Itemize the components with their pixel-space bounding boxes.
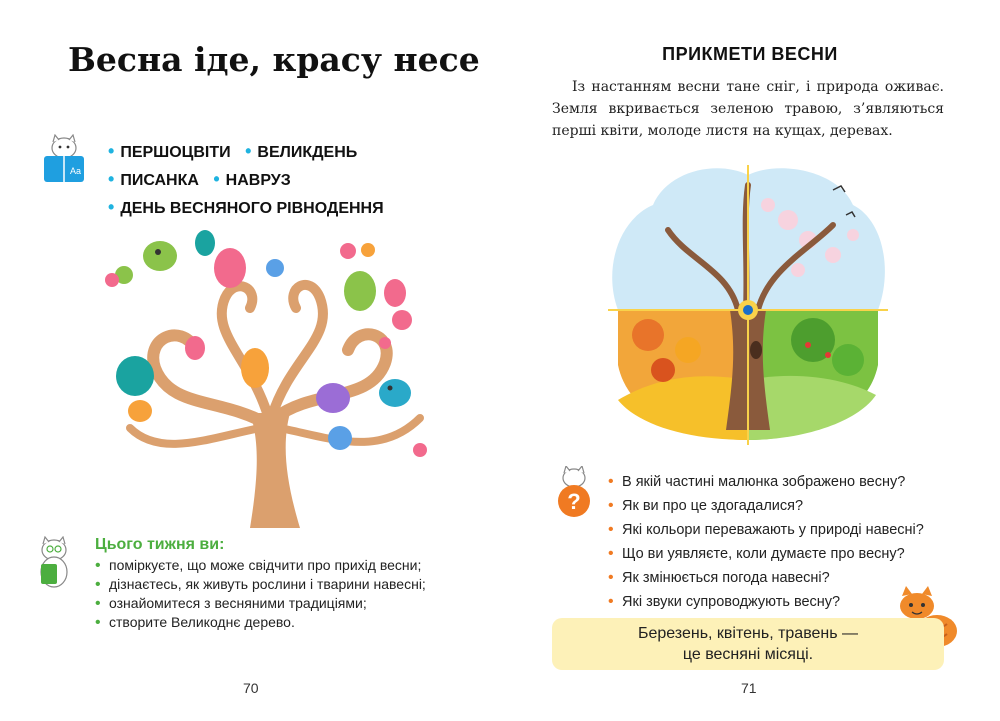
bullet: • xyxy=(108,197,115,217)
list-item: • поміркуєте, що може свідчити про прихід весни; xyxy=(95,556,448,575)
list-item: • В якій частині малюнка зображено весну? xyxy=(608,470,924,494)
question-list xyxy=(608,470,924,614)
list-item: • Як змінюється погода навесні? xyxy=(608,566,924,590)
list-item: • дізнаєтесь, як живуть рослини і тварини навесні; xyxy=(95,575,448,594)
right-page xyxy=(500,0,1000,721)
bullet: • xyxy=(108,141,115,161)
bullet: • xyxy=(108,169,115,189)
page-number: 71 xyxy=(741,680,757,696)
bullet: • xyxy=(213,169,220,189)
weekly-goals-title: Цього тижня ви: xyxy=(95,536,225,553)
list-item: • ознайомитеся з весняними традиціями; xyxy=(95,594,448,613)
book-icon-text: Aa xyxy=(70,166,82,176)
page-title: Весна іде, красу несе xyxy=(68,40,480,79)
keyword: ПИСАНКА xyxy=(120,172,199,189)
four-seasons-tree-illustration xyxy=(608,160,888,450)
list-item: • Як ви про це здогадалися? xyxy=(608,494,924,518)
keyword: ДЕНЬ ВЕСНЯНОГО РІВНОДЕННЯ xyxy=(120,200,384,217)
note-text: Березень, квітень, травень — це весняні місяці. xyxy=(637,625,859,663)
list-item: • створите Великоднє дерево. xyxy=(95,613,448,632)
list-item: • Які кольори переважають у природі навесні? xyxy=(608,518,924,542)
intro-paragraph: Із настанням весни тане сніг, і природа оживає. Земля вкривається зеленою травою, з’являються перші квіти, молоде листя на кущах, деревах. xyxy=(552,79,944,139)
section-title: ПРИКМЕТИ ВЕСНИ xyxy=(662,44,838,64)
keyword: ПЕРШОЦВІТИ xyxy=(120,144,231,161)
cat-question-icon xyxy=(550,466,598,522)
keyword-list xyxy=(108,138,384,222)
keyword: НАВРУЗ xyxy=(225,172,291,189)
cat-with-book-icon xyxy=(26,536,82,592)
reading-cat-icon xyxy=(40,134,90,186)
easter-tree-illustration xyxy=(100,228,440,528)
question-mark: ? xyxy=(567,489,581,514)
weekly-goals xyxy=(95,536,448,632)
keyword: ВЕЛИКДЕНЬ xyxy=(257,144,358,161)
info-note xyxy=(552,618,944,670)
list-item: • Що ви уявляєте, коли думаєте про весну? xyxy=(608,542,924,566)
page-number: 70 xyxy=(243,680,259,696)
list-item: • Які звуки супроводжують весну? xyxy=(608,590,924,614)
bullet: • xyxy=(245,141,252,161)
